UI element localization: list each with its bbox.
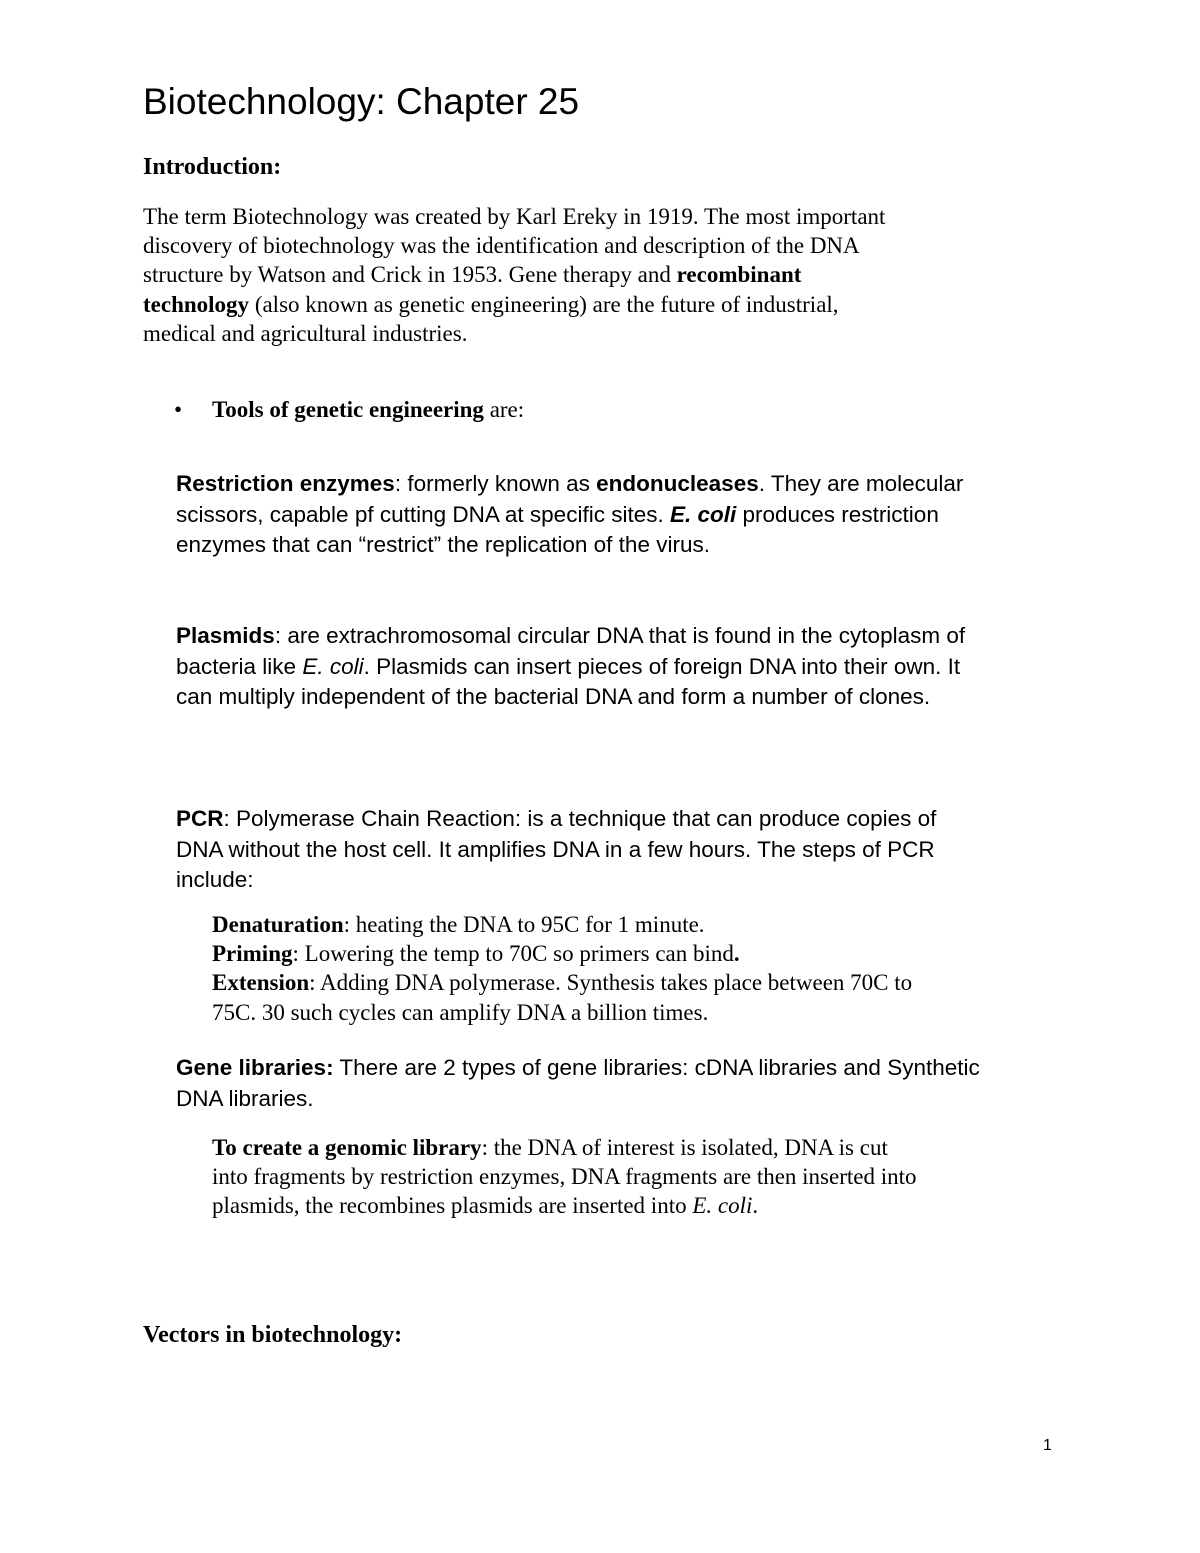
genelib-line-1 <box>176 1053 1076 1084</box>
plasmids-line-3: can multiply independent of the bacterial DNA and form a number of clones. <box>176 684 931 709</box>
plasmids-text-2c: . Plasmids can insert pieces of foreign DNA into their own. It <box>363 653 961 679</box>
vectors-heading: Vectors in biotechnology: <box>143 1322 403 1348</box>
extension-text: : Adding DNA polymerase. Synthesis takes place between 70C to <box>309 970 913 996</box>
intro-line-4-text: (also known as genetic engineering) are the future of industrial, <box>249 291 839 317</box>
priming-step <box>212 939 1072 968</box>
pcr-text-1: : Polymerase Chain Reaction: is a technique that can produce copies of <box>223 806 937 831</box>
introduction-paragraph <box>143 202 1043 348</box>
restriction-enzymes-section <box>176 469 1076 561</box>
intro-line-5-text: medical and agricultural industries. <box>143 320 468 346</box>
endonucleases-term: endonucleases <box>596 471 759 496</box>
restriction-text-2a: scissors, capable pf cutting DNA at specific sites. <box>176 501 670 527</box>
intro-line-5 <box>143 319 1043 348</box>
denaturation-text: : heating the DNA to 95C for 1 minute. <box>343 912 705 937</box>
gene-libraries-term: Gene libraries: <box>176 1055 334 1080</box>
denaturation-term: Denaturation <box>212 912 344 937</box>
restriction-term: Restriction enzymes <box>176 471 395 496</box>
extension-term: Extension <box>212 970 310 996</box>
pcr-line-1 <box>176 804 1056 835</box>
page-number: 1 <box>1043 1437 1052 1454</box>
tools-list-item <box>174 395 524 425</box>
plasmids-line-2 <box>176 652 1076 683</box>
intro-line-1 <box>143 202 1043 231</box>
priming-text: : Lowering the temp to 70C so primers can bind <box>292 941 734 967</box>
genelib-text-1: There are 2 types of gene libraries: cDNA libraries and Synthetic <box>333 1055 980 1080</box>
intro-line-3 <box>143 260 1043 289</box>
plasmids-text-2a: bacteria like <box>176 653 303 679</box>
priming-term: Priming <box>212 941 293 967</box>
genomic-line-3 <box>212 1191 1072 1220</box>
pcr-steps-list <box>212 910 1072 1027</box>
introduction-heading: Introduction: <box>143 154 282 180</box>
plasmids-term: Plasmids <box>176 623 275 648</box>
pcr-term: PCR <box>176 806 224 831</box>
restriction-text-1c: . They are molecular <box>758 471 964 496</box>
tools-term: Tools of genetic engineering <box>212 397 484 422</box>
organism-name: E. coli <box>669 501 737 527</box>
plasmids-section <box>176 621 1076 713</box>
pcr-section <box>176 804 1056 896</box>
pcr-line-3: include: <box>176 867 254 892</box>
organism-name: E. coli <box>692 1193 753 1219</box>
genomic-library-term: To create a genomic library <box>212 1135 482 1160</box>
document-title: Biotechnology: Chapter 25 <box>143 81 580 122</box>
plasmids-line-1 <box>176 621 1076 652</box>
restriction-text-2c: produces restriction <box>736 501 939 527</box>
gene-libraries-section <box>176 1053 1076 1114</box>
genelib-line-2: DNA libraries. <box>176 1085 314 1111</box>
tools-rest: are: <box>483 397 525 422</box>
intro-line-1-text: The term Biotechnology was created by Karl Ereky in 1919. The most important <box>143 204 886 229</box>
intro-line-4-bold: technology <box>143 291 250 317</box>
pcr-line-2: DNA without the host cell. It amplifies DNA in a few hours. The steps of PCR <box>176 836 935 862</box>
genomic-text-3end: . <box>752 1193 759 1219</box>
denaturation-step <box>212 910 1072 939</box>
genomic-line-2: into fragments by restriction enzymes, DNA fragments are then inserted into <box>212 1164 917 1190</box>
organism-name: E. coli <box>302 653 364 679</box>
priming-end: . <box>733 941 740 967</box>
intro-line-3-bold: recombinant <box>676 262 802 288</box>
intro-line-4 <box>143 290 1043 319</box>
intro-line-2 <box>143 231 1043 260</box>
genomic-library-section <box>212 1133 1072 1221</box>
genomic-text-1: : the DNA of interest is isolated, DNA is cut <box>481 1135 888 1160</box>
bullet-icon: • <box>174 397 183 422</box>
restriction-line-1 <box>176 469 1076 500</box>
plasmids-text-1: : are extrachromosomal circular DNA that is found in the cytoplasm of <box>274 623 966 648</box>
restriction-text-1a: : formerly known as <box>394 471 597 496</box>
restriction-line-3: enzymes that can “restrict” the replication of the virus. <box>176 532 710 557</box>
extension-step-cont: 75C. 30 such cycles can amplify DNA a billion times. <box>212 999 709 1025</box>
intro-line-3-text: structure by Watson and Crick in 1953. Gene therapy and <box>143 262 677 288</box>
genomic-text-3a: plasmids, the recombines plasmids are inserted into <box>212 1193 693 1219</box>
restriction-line-2 <box>176 500 1076 531</box>
extension-step <box>212 968 1072 997</box>
genomic-line-1 <box>212 1133 1072 1162</box>
intro-line-2-text: discovery of biotechnology was the identification and description of the DNA <box>143 233 860 259</box>
